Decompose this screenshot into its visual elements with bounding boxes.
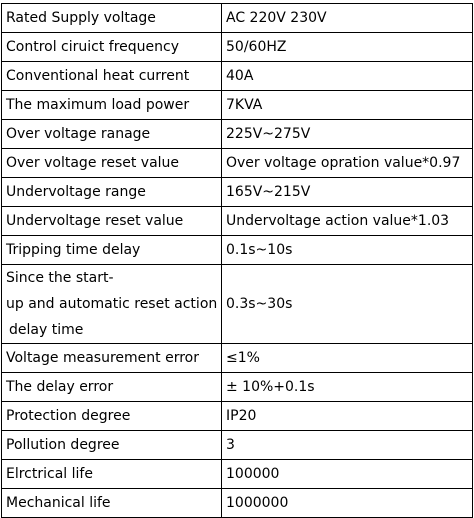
value-cell: 7KVA xyxy=(222,91,473,120)
value-cell: 3 xyxy=(222,431,473,460)
param-cell: Undervoltage range xyxy=(2,178,222,207)
param-line: Since the start- xyxy=(6,270,114,286)
param-cell: Conventional heat current xyxy=(2,62,222,91)
value-cell: 0.3s~30s xyxy=(222,265,473,344)
param-cell: Protection degree xyxy=(2,402,222,431)
table-row xyxy=(2,236,473,265)
param-line: up and automatic reset action xyxy=(6,296,218,312)
table-row xyxy=(2,120,473,149)
value-cell: 165V~215V xyxy=(222,178,473,207)
table-row xyxy=(2,402,473,431)
value-cell: ± 10%+0.1s xyxy=(222,373,473,402)
table-row xyxy=(2,62,473,91)
param-cell: Tripping time delay xyxy=(2,236,222,265)
param-cell: Mechanical life xyxy=(2,489,222,518)
value-cell: 100000 xyxy=(222,460,473,489)
param-line: delay time xyxy=(9,322,84,338)
value-cell: 40A xyxy=(222,62,473,91)
value-cell: 0.1s~10s xyxy=(222,236,473,265)
table-row xyxy=(2,344,473,373)
table-row xyxy=(2,489,473,518)
table-row xyxy=(2,91,473,120)
param-cell: Pollution degree xyxy=(2,431,222,460)
param-cell: Voltage measurement error xyxy=(2,344,222,373)
param-cell: Undervoltage reset value xyxy=(2,207,222,236)
value-cell: 50/60HZ xyxy=(222,33,473,62)
value-cell: AC 220V 230V xyxy=(222,4,473,33)
param-cell: The delay error xyxy=(2,373,222,402)
param-cell: The maximum load power xyxy=(2,91,222,120)
table-row xyxy=(2,207,473,236)
table-row xyxy=(2,33,473,62)
table-row xyxy=(2,149,473,178)
param-cell: Rated Supply voltage xyxy=(2,4,222,33)
param-cell: Over voltage reset value xyxy=(2,149,222,178)
value-cell: 1000000 xyxy=(222,489,473,518)
param-cell: Elrctrical life xyxy=(2,460,222,489)
value-cell: Undervoltage action value*1.03 xyxy=(222,207,473,236)
value-cell: 225V~275V xyxy=(222,120,473,149)
param-cell: Over voltage ranage xyxy=(2,120,222,149)
table-row xyxy=(2,460,473,489)
table-row xyxy=(2,431,473,460)
table-row xyxy=(2,4,473,33)
param-cell xyxy=(2,265,222,344)
value-cell: Over voltage opration value*0.97 xyxy=(222,149,473,178)
table-row xyxy=(2,178,473,207)
table-row xyxy=(2,373,473,402)
table-row xyxy=(2,265,473,344)
value-cell: ≤1% xyxy=(222,344,473,373)
value-cell: IP20 xyxy=(222,402,473,431)
param-cell: Control ciruict frequency xyxy=(2,33,222,62)
spec-table xyxy=(1,3,473,518)
